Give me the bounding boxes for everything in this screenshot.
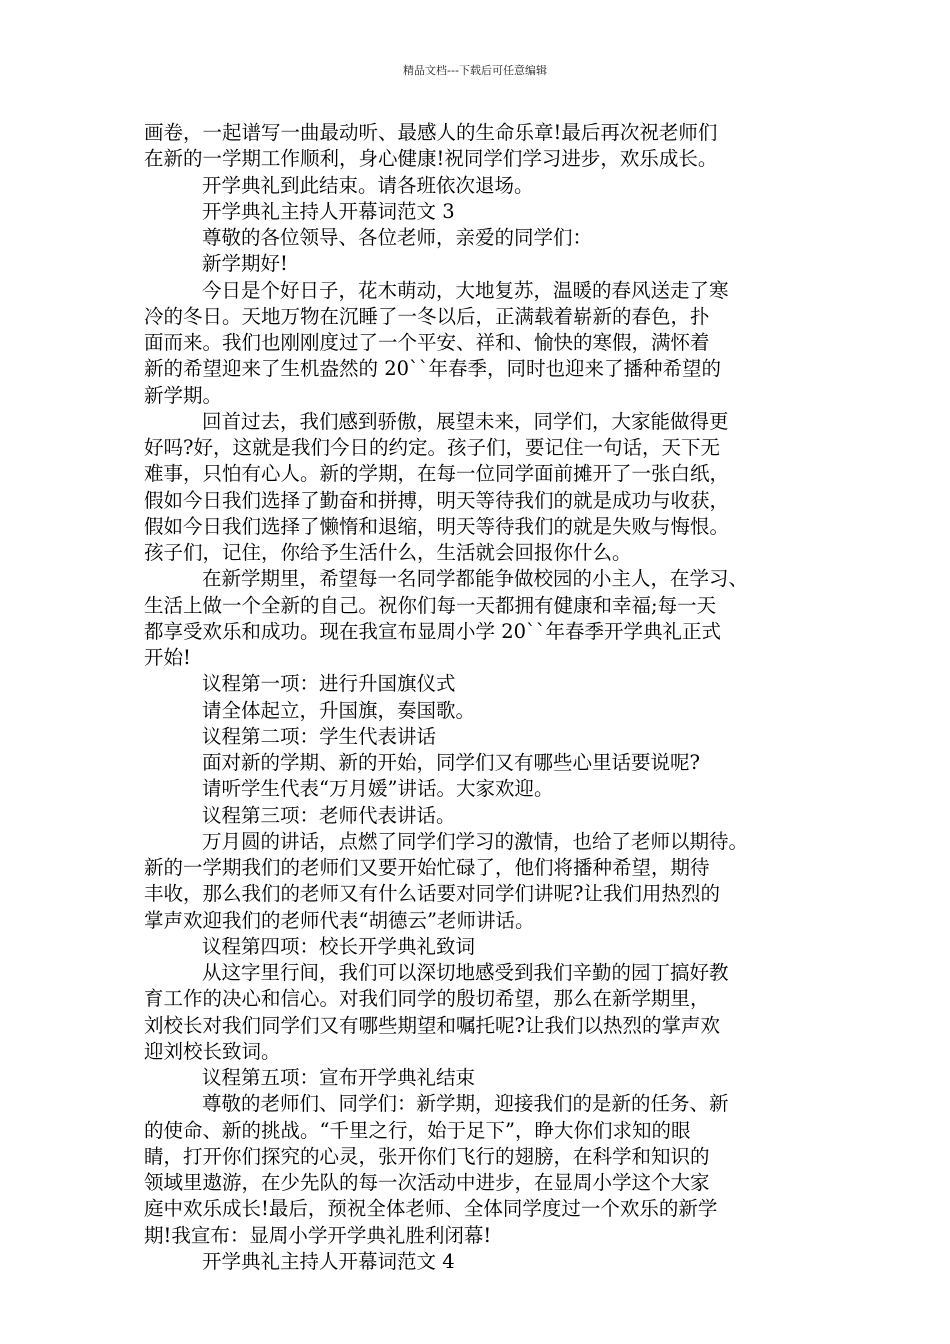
text-line: 睛，打开你们探究的心灵，张开你们飞行的翅膀，在科学和知识的 [144, 1144, 710, 1168]
text-line: 画卷，一起谱写一曲最动听、最感人的生命乐章!最后再次祝老师们 [144, 121, 718, 144]
text-line: 新的希望迎来了生机盎然的 20``年春季，同时也迎来了播种希望的 [144, 357, 722, 381]
text-line: 今日是个好日子，花木萌动，大地复苏，温暖的春风送走了寒 [202, 278, 729, 302]
text-line: 尊敬的老师们、同学们：新学期，迎接我们的是新的任务、新 [202, 1092, 729, 1116]
text-line: 新的一学期我们的老师们又要开始忙碌了，他们将播种希望，期待 [144, 856, 710, 879]
text-line: 孩子们，记住，你给予生活什么，生活就会回报你什么。 [144, 541, 632, 564]
text-line: 尊敬的各位领导、各位老师，亲爱的同学们： [202, 226, 593, 249]
text-line: 请听学生代表“万月媛”讲话。大家欢迎。 [202, 777, 554, 801]
text-line: 回首过去，我们感到骄傲，展望未来，同学们，大家能做得更 [202, 409, 729, 433]
text-line: 议程第三项：老师代表讲话。 [202, 803, 456, 827]
text-line: 好吗?好，这就是我们今日的约定。孩子们，要记住一句话，天下无 [144, 436, 720, 459]
text-line: 开学典礼主持人开幕词范文 3 [202, 199, 455, 223]
text-line: 议程第四项：校长开学典礼致词 [202, 934, 476, 958]
text-line: 生活上做一个全新的自己。祝你们每一天都拥有健康和幸福;每一天 [144, 593, 717, 617]
text-line: 议程第二项：学生代表讲话 [202, 724, 437, 748]
text-line: 假如今日我们选择了勤奋和拼搏，明天等待我们的就是成功与收获， [144, 488, 730, 512]
text-line: 育工作的决心和信心。对我们同学的殷切希望，那么在新学期里， [144, 987, 710, 1011]
text-line: 议程第一项：进行升国旗仪式 [202, 672, 456, 696]
text-line: 面而来。我们也刚刚度过了一个平安、祥和、愉快的寒假，满怀着 [144, 331, 710, 354]
text-line: 冷的冬日。天地万物在沉睡了一冬以后，正满载着崭新的春色，扑 [144, 304, 710, 328]
text-line: 都享受欢乐和成功。现在我宣布显周小学 20``年春季开学典礼正式 [144, 619, 722, 643]
text-line: 面对新的学期、新的开始，同学们又有哪些心里话要说呢? [202, 751, 700, 774]
document-body [144, 120, 806, 1275]
text-line: 难事，只怕有心人。新的学期，在每一位同学面前摊开了一张白纸， [144, 462, 730, 486]
text-line: 刘校长对我们同学们又有哪些期望和嘱托呢?让我们以热烈的掌声欢 [144, 1013, 720, 1037]
page-header: 精品文档---下载后可任意编辑 [403, 64, 547, 77]
text-line: 掌声欢迎我们的老师代表“胡德云”老师讲话。 [144, 908, 535, 932]
text-line: 期!我宣布：显周小学开学典礼胜利闭幕! [144, 1223, 492, 1247]
text-line: 开学典礼主持人开幕词范文 4 [202, 1249, 455, 1273]
text-line: 在新学期里，希望每一名同学都能争做校园的小主人，在学习、 [202, 567, 749, 591]
text-line: 丰收，那么我们的老师又有什么话要对同学们讲呢?让我们用热烈的 [144, 882, 720, 906]
text-line: 迎刘校长致词。 [144, 1039, 281, 1063]
text-line: 开始! [144, 646, 191, 669]
text-line: 庭中欢乐成长!最后，预祝全体老师、全体同学度过一个欢乐的新学 [144, 1197, 718, 1221]
text-line: 新学期好! [202, 252, 288, 276]
text-line: 议程第五项：宣布开学典礼结束 [202, 1066, 476, 1089]
text-line: 领域里遨游，在少先队的每一次活动中进步，在显周小学这个大家 [144, 1171, 710, 1194]
text-line: 万月圆的讲话，点燃了同学们学习的激情，也给了老师以期待。 [202, 829, 749, 853]
text-line: 假如今日我们选择了懒惰和退缩，明天等待我们的就是失败与悔恨。 [144, 514, 730, 538]
text-line: 的使命、新的挑战。“千里之行，始于足下”，睁大你们求知的眼 [144, 1118, 691, 1142]
text-line: 从这字里行间，我们可以深切地感受到我们辛勤的园丁搞好教 [202, 961, 729, 984]
text-line: 在新的一学期工作顺利，身心健康!祝同学们学习进步，欢乐成长。 [144, 147, 718, 171]
text-line: 请全体起立，升国旗，奏国歌。 [202, 698, 476, 722]
text-line: 新学期。 [144, 383, 223, 407]
text-line: 开学典礼到此结束。请各班依次退场。 [202, 173, 534, 197]
